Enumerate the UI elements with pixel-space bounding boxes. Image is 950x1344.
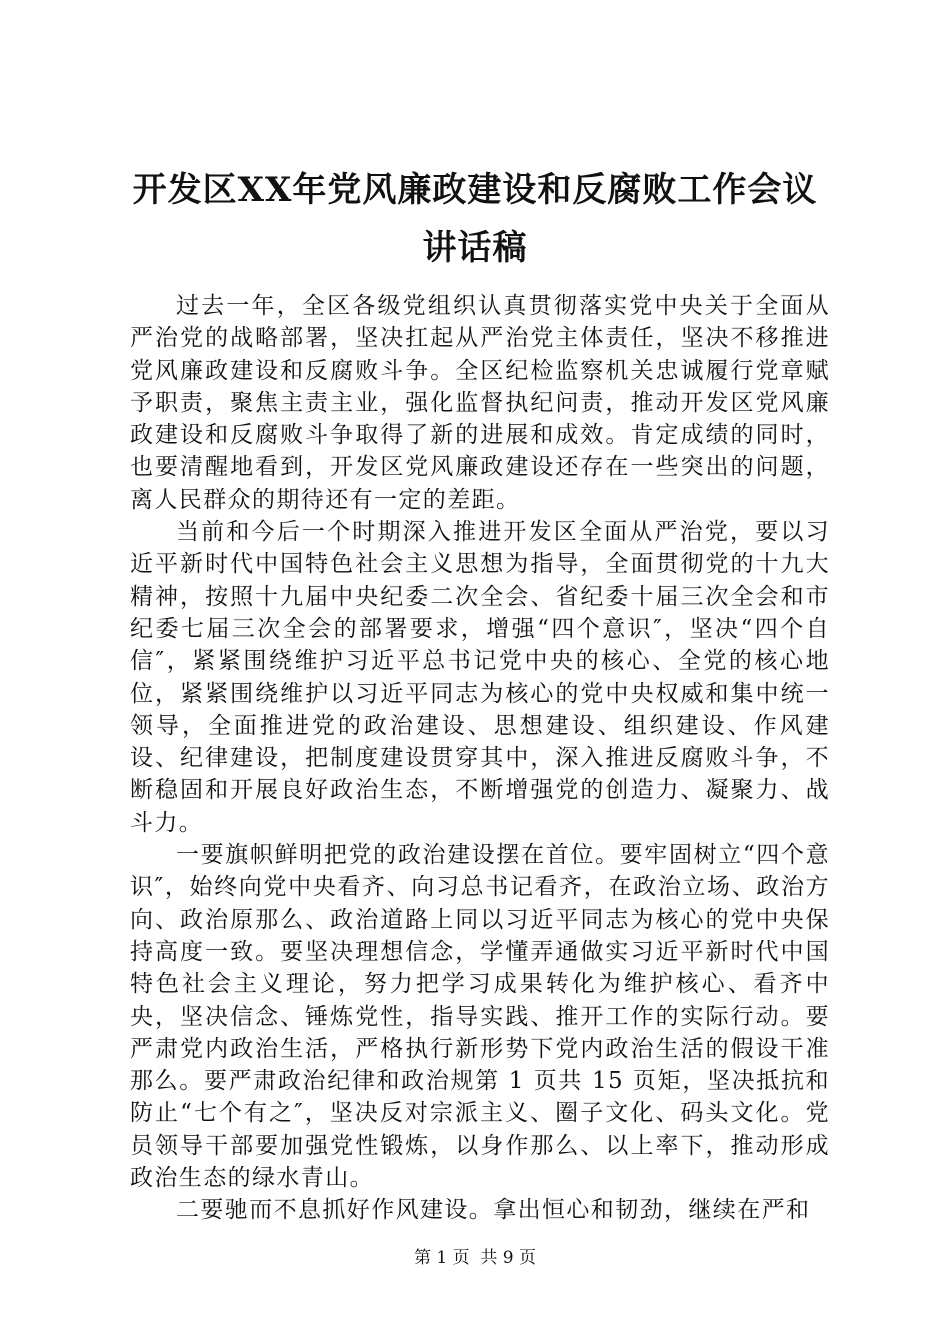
paragraph-2: 当前和今后一个时期深入推进开发区全面从严治党，要以习近平新时代中国特色社会主义思想为指导，全面贯彻党的十九大精神，按照十九届中央纪委二次全会、省纪委十届三次全会和市纪委七届三次全会的部署要求，增强“四个意识″，坚决“四个自信″，紧紧围绕维护习近平总书记党中央的核心、全党的核心地位，紧紧围绕维护以习近平同志为核心的党中央权威和集中统一领导，全面推进党的政治建设、思想建设、组织建设、作风建设、纪律建设，把制度建设贯穿其中，深入推进反腐败斗争，不断稳固和开展良好政治生态，不断增强党的创造力、凝聚力、战斗力。	[130, 519, 830, 836]
paragraph-3: 一要旗帜鲜明把党的政治建设摆在首位。要牢固树立“四个意识″，始终向党中央看齐、向习总书记看齐，在政治立场、政治方向、政治原那么、政治道路上同以习近平同志为核心的党中央保持高度一致。要坚决理想信念，学懂弄通做实习近平新时代中国特色社会主义理论，努力把学习成果转化为维护核心、看齐中央，坚决信念、锤炼党性，指导实践、推开工作的实际行动。要严肃党内政治生活，严格执行新形势下党内政治生活的假设干准那么。要严肃政治纪律和政治规第 1 页共 15 页矩，坚决抵抗和防止“七个有之″，坚决反对宗派主义、圈子文化、码头文化。党员领导干部要加强党性锻炼，以身作那么、以上率下，推动形成政治生态的绿水青山。	[130, 842, 830, 1192]
document-body	[130, 290, 830, 1227]
paragraph-4: 二要驰而不息抓好作风建设。拿出恒心和韧劲，继续在严和	[176, 1197, 811, 1224]
paragraph-1: 过去一年，全区各级党组织认真贯彻落实党中央关于全面从严治党的战略部署，坚决扛起从严治党主体责任，坚决不移推进党风廉政建设和反腐败斗争。全区纪检监察机关忠诚履行党章赋予职责，聚焦主责主业，强化监督执纪问责，推动开发区党风廉政建设和反腐败斗争取得了新的进展和成效。肯定成绩的同时，也要清醒地看到，开发区党风廉政建设还存在一些突出的问题，离人民群众的期待还有一定的差距。	[130, 293, 830, 513]
page-footer: 第 1 页 共 9 页	[413, 1248, 537, 1268]
document-title-line-2: 讲话稿	[422, 228, 528, 268]
document-title-line-1: 开发区XX年党风廉政建设和反腐败工作会议	[132, 170, 818, 210]
